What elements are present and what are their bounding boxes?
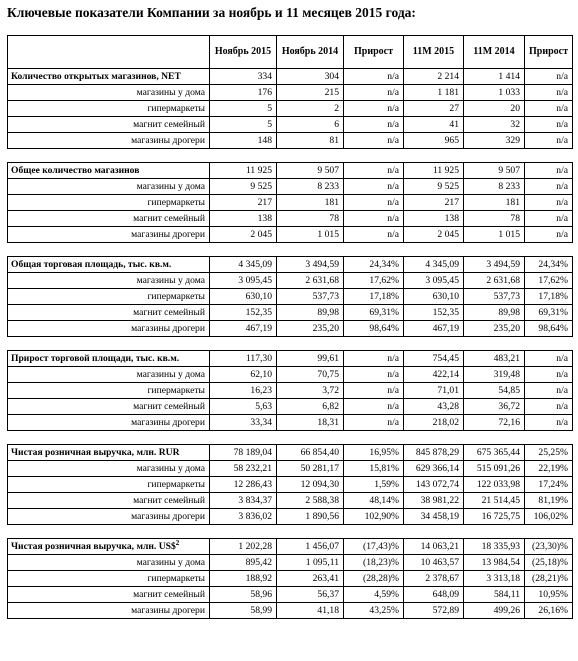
header-cell: Прирост	[344, 36, 404, 69]
value-cell: 572,89	[404, 603, 464, 619]
value-cell: 4 345,09	[210, 257, 277, 273]
value-cell: 8 233	[464, 179, 525, 195]
table-row	[8, 415, 573, 431]
table-row	[8, 321, 573, 337]
value-cell: 1 890,56	[277, 509, 344, 525]
value-cell: 467,19	[404, 321, 464, 337]
value-cell: 16 725,75	[464, 509, 525, 525]
value-cell: n/a	[525, 69, 573, 85]
value-cell: 895,42	[210, 555, 277, 571]
value-cell: 319,48	[464, 367, 525, 383]
value-cell: 48,14%	[344, 493, 404, 509]
value-cell: 9 507	[464, 163, 525, 179]
value-cell: 14 063,21	[404, 539, 464, 555]
section-label	[8, 163, 210, 179]
row-label: магазины у дома	[8, 461, 210, 477]
value-cell: 4,59%	[344, 587, 404, 603]
value-cell: 34 458,19	[404, 509, 464, 525]
value-cell: 16,95%	[344, 445, 404, 461]
value-cell: 11 925	[210, 163, 277, 179]
spacer-cell	[8, 525, 573, 539]
value-cell: 2	[277, 101, 344, 117]
spacer-cell	[8, 337, 573, 351]
header-cell: Прирост	[525, 36, 573, 69]
value-cell: 32	[464, 117, 525, 133]
value-cell: 1 015	[277, 227, 344, 243]
value-cell: (18,23)%	[344, 555, 404, 571]
value-cell: n/a	[525, 415, 573, 431]
value-cell: 20	[464, 101, 525, 117]
value-cell: 215	[277, 85, 344, 101]
value-cell: n/a	[344, 179, 404, 195]
row-label: магнит семейный	[8, 493, 210, 509]
value-cell: 3,72	[277, 383, 344, 399]
value-cell: 138	[404, 211, 464, 227]
value-cell: n/a	[525, 367, 573, 383]
value-cell: 3 494,59	[464, 257, 525, 273]
value-cell: 467,19	[210, 321, 277, 337]
value-cell: 1 033	[464, 85, 525, 101]
section-spacer	[8, 525, 573, 539]
value-cell: 41,18	[277, 603, 344, 619]
value-cell: 24,34%	[344, 257, 404, 273]
value-cell: 56,37	[277, 587, 344, 603]
value-cell: 58,99	[210, 603, 277, 619]
value-cell: 24,34%	[525, 257, 573, 273]
value-cell: 98,64%	[525, 321, 573, 337]
value-cell: 27	[404, 101, 464, 117]
header-cell: 11M 2015	[404, 36, 464, 69]
value-cell: 138	[210, 211, 277, 227]
table-row	[8, 461, 573, 477]
row-label: магазины дрогери	[8, 603, 210, 619]
value-cell: 50 281,17	[277, 461, 344, 477]
value-cell: 21 514,45	[464, 493, 525, 509]
value-cell: 143 072,74	[404, 477, 464, 493]
table-row	[8, 195, 573, 211]
value-cell: 62,10	[210, 367, 277, 383]
value-cell: 3 313,18	[464, 571, 525, 587]
value-cell: 181	[277, 195, 344, 211]
value-cell: n/a	[525, 133, 573, 149]
row-label: магазины дрогери	[8, 133, 210, 149]
value-cell: 152,35	[210, 305, 277, 321]
value-cell: n/a	[344, 117, 404, 133]
value-cell: 18 335,93	[464, 539, 525, 555]
value-cell: n/a	[344, 415, 404, 431]
value-cell: 10,95%	[525, 587, 573, 603]
value-cell: 117,30	[210, 351, 277, 367]
value-cell: n/a	[344, 227, 404, 243]
section-header-row	[8, 445, 573, 461]
value-cell: n/a	[344, 163, 404, 179]
value-cell: 629 366,14	[404, 461, 464, 477]
table-row	[8, 509, 573, 525]
row-label: магазины у дома	[8, 273, 210, 289]
value-cell: 263,41	[277, 571, 344, 587]
value-cell: 630,10	[404, 289, 464, 305]
value-cell: 235,20	[277, 321, 344, 337]
value-cell: n/a	[344, 399, 404, 415]
value-cell: 2 631,68	[277, 273, 344, 289]
value-cell: 537,73	[464, 289, 525, 305]
value-cell: 72,16	[464, 415, 525, 431]
value-cell: 102,90%	[344, 509, 404, 525]
value-cell: 13 984,54	[464, 555, 525, 571]
section-spacer	[8, 149, 573, 163]
value-cell: 18,31	[277, 415, 344, 431]
value-cell: 69,31%	[525, 305, 573, 321]
value-cell: 1 414	[464, 69, 525, 85]
value-cell: 3 494,59	[277, 257, 344, 273]
value-cell: 15,81%	[344, 461, 404, 477]
value-cell: 2 045	[404, 227, 464, 243]
value-cell: 1,59%	[344, 477, 404, 493]
value-cell: 9 525	[210, 179, 277, 195]
value-cell: 499,26	[464, 603, 525, 619]
value-cell: n/a	[525, 117, 573, 133]
value-cell: 33,34	[210, 415, 277, 431]
value-cell: 218,02	[404, 415, 464, 431]
section-header-row	[8, 351, 573, 367]
row-label: гипермаркеты	[8, 101, 210, 117]
value-cell: 648,09	[404, 587, 464, 603]
table-row	[8, 179, 573, 195]
value-cell: 217	[210, 195, 277, 211]
value-cell: 17,18%	[525, 289, 573, 305]
value-cell: n/a	[525, 399, 573, 415]
spacer-cell	[8, 431, 573, 445]
value-cell: (25,18)%	[525, 555, 573, 571]
row-label: магазины у дома	[8, 367, 210, 383]
section-label	[8, 539, 210, 555]
value-cell: 58,96	[210, 587, 277, 603]
table-row	[8, 367, 573, 383]
row-label: гипермаркеты	[8, 195, 210, 211]
value-cell: 584,11	[464, 587, 525, 603]
value-cell: 17,62%	[525, 273, 573, 289]
value-cell: 16,23	[210, 383, 277, 399]
value-cell: n/a	[344, 133, 404, 149]
value-cell: 148	[210, 133, 277, 149]
value-cell: 17,18%	[344, 289, 404, 305]
value-cell: 89,98	[277, 305, 344, 321]
table-row	[8, 477, 573, 493]
value-cell: 483,21	[464, 351, 525, 367]
table-row	[8, 227, 573, 243]
value-cell: 3 836,02	[210, 509, 277, 525]
value-cell: 9 525	[404, 179, 464, 195]
value-cell: 70,75	[277, 367, 344, 383]
section-label	[8, 69, 210, 85]
section-label-text: Общая торговая площадь, тыс. кв.м.	[11, 258, 172, 270]
value-cell: 11 925	[404, 163, 464, 179]
section-label-text: Чистая розничная выручка, млн. RUR	[11, 446, 180, 458]
row-label: магнит семейный	[8, 211, 210, 227]
value-cell: 181	[464, 195, 525, 211]
value-cell: 26,16%	[525, 603, 573, 619]
value-cell: 845 878,29	[404, 445, 464, 461]
value-cell: 3 095,45	[210, 273, 277, 289]
value-cell: 176	[210, 85, 277, 101]
value-cell: 2 045	[210, 227, 277, 243]
header-cell: 11M 2014	[464, 36, 525, 69]
row-label: магазины дрогери	[8, 415, 210, 431]
header-cell	[8, 36, 210, 69]
value-cell: 754,45	[404, 351, 464, 367]
value-cell: n/a	[525, 101, 573, 117]
value-cell: 17,62%	[344, 273, 404, 289]
value-cell: 78	[277, 211, 344, 227]
value-cell: 78 189,04	[210, 445, 277, 461]
value-cell: 9 507	[277, 163, 344, 179]
table-row	[8, 117, 573, 133]
value-cell: 38 981,22	[404, 493, 464, 509]
value-cell: (28,28)%	[344, 571, 404, 587]
table-row	[8, 383, 573, 399]
section-spacer	[8, 243, 573, 257]
section-spacer	[8, 431, 573, 445]
value-cell: n/a	[525, 383, 573, 399]
table-row	[8, 289, 573, 305]
value-cell: 8 233	[277, 179, 344, 195]
row-label: гипермаркеты	[8, 571, 210, 587]
row-label: гипермаркеты	[8, 477, 210, 493]
header-cell: Ноябрь 2015	[210, 36, 277, 69]
section-label	[8, 351, 210, 367]
page-title: Ключевые показатели Компании за ноябрь и 11 месяцев 2015 года:	[7, 5, 416, 20]
value-cell: 2 378,67	[404, 571, 464, 587]
value-cell: 537,73	[277, 289, 344, 305]
value-cell: n/a	[344, 211, 404, 227]
table-row	[8, 101, 573, 117]
section-header-row	[8, 69, 573, 85]
value-cell: 78	[464, 211, 525, 227]
table-row	[8, 133, 573, 149]
value-cell: 630,10	[210, 289, 277, 305]
section-header-row	[8, 257, 573, 273]
section-label-text: Чистая розничная выручка, млн. US$	[11, 540, 176, 552]
value-cell: n/a	[525, 85, 573, 101]
spacer-cell	[8, 243, 573, 257]
section-header-row	[8, 163, 573, 179]
section-label-text: Количество открытых магазинов, NET	[11, 70, 181, 82]
section-label-text: Общее количество магазинов	[11, 164, 140, 176]
section-label	[8, 445, 210, 461]
table-row	[8, 211, 573, 227]
value-cell: 188,92	[210, 571, 277, 587]
value-cell: 235,20	[464, 321, 525, 337]
value-cell: n/a	[344, 351, 404, 367]
value-cell: 1 181	[404, 85, 464, 101]
value-cell: 89,98	[464, 305, 525, 321]
value-cell: 54,85	[464, 383, 525, 399]
row-label: магазины дрогери	[8, 321, 210, 337]
value-cell: 304	[277, 69, 344, 85]
value-cell: 2 631,68	[464, 273, 525, 289]
row-label: магазины дрогери	[8, 227, 210, 243]
value-cell: 41	[404, 117, 464, 133]
section-header-row	[8, 539, 573, 555]
value-cell: 25,25%	[525, 445, 573, 461]
value-cell: 965	[404, 133, 464, 149]
table-row	[8, 493, 573, 509]
value-cell: 3 095,45	[404, 273, 464, 289]
row-label: магнит семейный	[8, 399, 210, 415]
value-cell: n/a	[344, 367, 404, 383]
table-row	[8, 603, 573, 619]
table-body	[8, 69, 573, 619]
header-row	[8, 36, 573, 69]
value-cell: 2 214	[404, 69, 464, 85]
table-row	[8, 587, 573, 603]
value-cell: n/a	[525, 163, 573, 179]
value-cell: (17,43)%	[344, 539, 404, 555]
value-cell: 71,01	[404, 383, 464, 399]
section-spacer	[8, 337, 573, 351]
table-row	[8, 305, 573, 321]
value-cell: 58 232,21	[210, 461, 277, 477]
section-label	[8, 257, 210, 273]
value-cell: 98,64%	[344, 321, 404, 337]
value-cell: 1 202,28	[210, 539, 277, 555]
value-cell: 12 094,30	[277, 477, 344, 493]
value-cell: 69,31%	[344, 305, 404, 321]
value-cell: 122 033,98	[464, 477, 525, 493]
value-cell: 81	[277, 133, 344, 149]
value-cell: 5,63	[210, 399, 277, 415]
spacer-cell	[8, 149, 573, 163]
value-cell: n/a	[344, 195, 404, 211]
value-cell: 422,14	[404, 367, 464, 383]
value-cell: 334	[210, 69, 277, 85]
row-label: магазины у дома	[8, 555, 210, 571]
value-cell: 6	[277, 117, 344, 133]
value-cell: 4 345,09	[404, 257, 464, 273]
value-cell: (23,30)%	[525, 539, 573, 555]
value-cell: 1 095,11	[277, 555, 344, 571]
table-row	[8, 273, 573, 289]
row-label: гипермаркеты	[8, 383, 210, 399]
value-cell: 152,35	[404, 305, 464, 321]
value-cell: 1 456,07	[277, 539, 344, 555]
section-label-text: Прирост торговой площади, тыс. кв.м.	[11, 352, 180, 364]
value-cell: 217	[404, 195, 464, 211]
value-cell: 10 463,57	[404, 555, 464, 571]
value-cell: 675 365,44	[464, 445, 525, 461]
value-cell: 5	[210, 101, 277, 117]
footnote-marker: 2	[175, 538, 180, 547]
row-label: магнит семейный	[8, 587, 210, 603]
value-cell: 43,28	[404, 399, 464, 415]
value-cell: 22,19%	[525, 461, 573, 477]
value-cell: n/a	[525, 195, 573, 211]
header-cell: Ноябрь 2014	[277, 36, 344, 69]
table-row	[8, 555, 573, 571]
value-cell: n/a	[344, 383, 404, 399]
value-cell: (28,21)%	[525, 571, 573, 587]
value-cell: 106,02%	[525, 509, 573, 525]
value-cell: n/a	[525, 211, 573, 227]
row-label: магнит семейный	[8, 117, 210, 133]
value-cell: 99,61	[277, 351, 344, 367]
table-row	[8, 399, 573, 415]
value-cell: 5	[210, 117, 277, 133]
row-label: магазины у дома	[8, 85, 210, 101]
row-label: магазины дрогери	[8, 509, 210, 525]
value-cell: 12 286,43	[210, 477, 277, 493]
table-row	[8, 571, 573, 587]
value-cell: n/a	[344, 69, 404, 85]
value-cell: n/a	[525, 351, 573, 367]
value-cell: 6,82	[277, 399, 344, 415]
value-cell: 2 588,38	[277, 493, 344, 509]
kpi-table	[7, 35, 573, 619]
table-row	[8, 85, 573, 101]
value-cell: n/a	[525, 227, 573, 243]
value-cell: 81,19%	[525, 493, 573, 509]
value-cell: 43,25%	[344, 603, 404, 619]
row-label: магнит семейный	[8, 305, 210, 321]
value-cell: 515 091,26	[464, 461, 525, 477]
value-cell: n/a	[525, 179, 573, 195]
value-cell: 3 834,37	[210, 493, 277, 509]
value-cell: 36,72	[464, 399, 525, 415]
value-cell: 1 015	[464, 227, 525, 243]
row-label: магазины у дома	[8, 179, 210, 195]
row-label: гипермаркеты	[8, 289, 210, 305]
value-cell: 66 854,40	[277, 445, 344, 461]
value-cell: n/a	[344, 101, 404, 117]
value-cell: n/a	[344, 85, 404, 101]
value-cell: 17,24%	[525, 477, 573, 493]
value-cell: 329	[464, 133, 525, 149]
